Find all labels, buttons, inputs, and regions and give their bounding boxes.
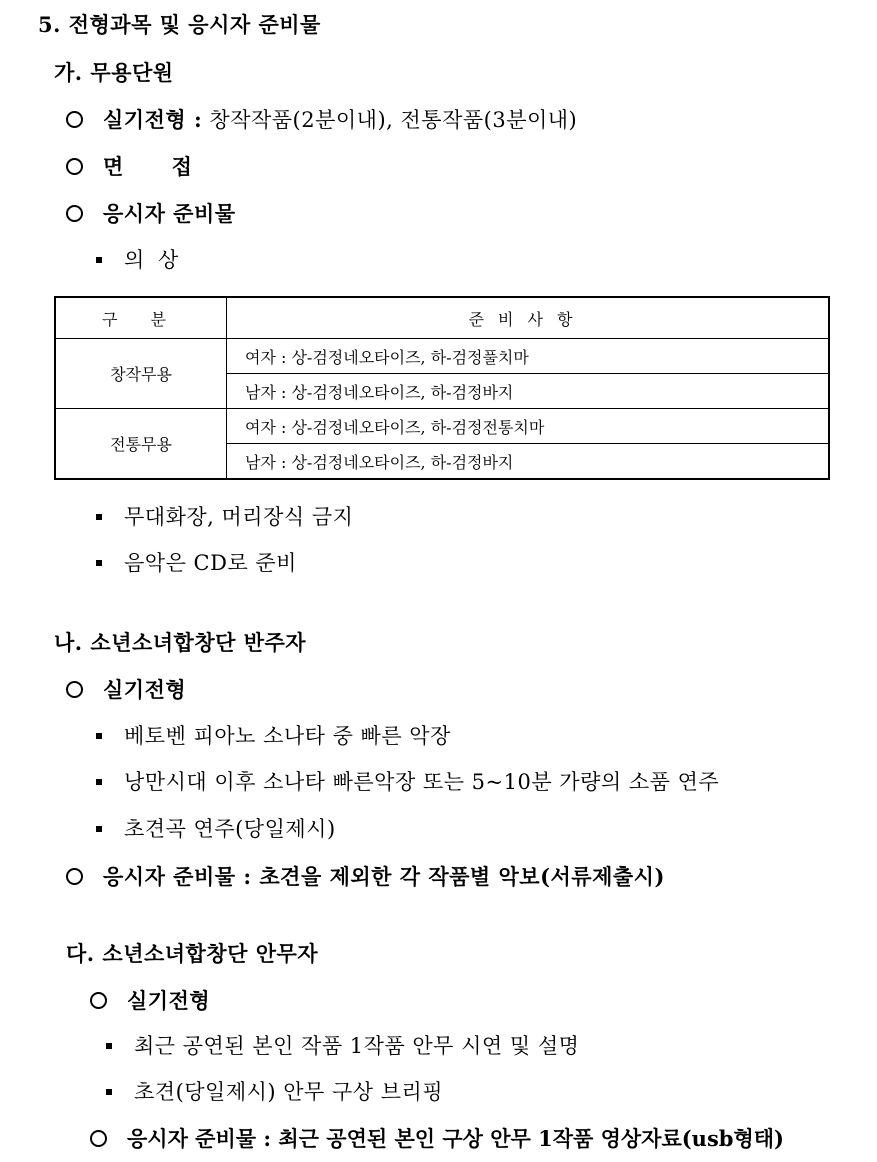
square-bullet-icon	[106, 1089, 112, 1095]
note-text: 무대화장, 머리장식 금지	[124, 505, 354, 529]
note-text: 음악은 CD로 준비	[124, 551, 297, 575]
table-item: 남자 : 상-검정네오타이즈, 하-검정바지	[227, 444, 830, 480]
circle-bullet-icon	[66, 111, 83, 128]
choreographer-heading: 다. 소년소녀합창단 안무자	[66, 941, 319, 966]
dance-note	[96, 507, 353, 528]
table-item: 여자 : 상-검정네오타이즈, 하-검정풀치마	[227, 339, 830, 374]
circle-bullet-icon	[66, 681, 83, 698]
item-text: 최근 공연된 본인 작품 1작품 안무 시연 및 설명	[134, 1034, 580, 1058]
choreographer-item	[106, 1036, 579, 1057]
table-header-requirements: 준비사항	[227, 297, 830, 339]
square-bullet-icon	[106, 1043, 112, 1049]
dance-interview	[66, 156, 192, 177]
square-bullet-icon	[96, 826, 102, 832]
square-bullet-icon	[96, 514, 102, 520]
dance-costume	[96, 250, 179, 271]
square-bullet-icon	[96, 779, 102, 785]
circle-bullet-icon	[66, 868, 83, 885]
square-bullet-icon	[96, 257, 102, 263]
practical-text: 창작작품(2분이내), 전통작품(3분이내)	[209, 108, 578, 132]
costume-table	[54, 296, 830, 480]
accompanist-item	[96, 819, 336, 840]
table-row	[55, 339, 829, 374]
practical-label: 실기전형	[103, 677, 187, 702]
practical-label: 실기전형	[127, 988, 211, 1013]
interview-label: 면 접	[103, 154, 193, 179]
circle-bullet-icon	[90, 1130, 107, 1147]
item-text: 낭만시대 이후 소나타 빠른악장 또는 5~10분 가량의 소품 연주	[124, 770, 720, 794]
table-item: 남자 : 상-검정네오타이즈, 하-검정바지	[227, 374, 830, 409]
item-text: 베토벤 피아노 소나타 중 빠른 악장	[124, 724, 451, 748]
item-text: 초견곡 연주(당일제시)	[124, 817, 336, 841]
costume-label: 의 상	[124, 248, 179, 272]
prep-text: 응시자 준비물 : 초견을 제외한 각 작품별 악보(서류제출시)	[103, 864, 665, 889]
square-bullet-icon	[96, 560, 102, 566]
accompanist-item	[96, 726, 451, 747]
circle-bullet-icon	[90, 992, 107, 1009]
circle-bullet-icon	[66, 205, 83, 222]
dance-heading: 가. 무용단원	[54, 60, 174, 85]
section-title: 5. 전형과목 및 응시자 준비물	[38, 12, 321, 37]
table-category: 전통무용	[55, 409, 227, 480]
table-category: 창작무용	[55, 339, 227, 409]
table-header-category: 구 분	[55, 297, 227, 339]
table-row	[55, 409, 829, 444]
choreographer-prep	[90, 1128, 784, 1149]
prep-label: 응시자 준비물	[103, 201, 236, 226]
dance-note	[96, 553, 297, 574]
accompanist-practical	[66, 679, 186, 700]
square-bullet-icon	[96, 733, 102, 739]
accompanist-prep	[66, 866, 665, 887]
dance-practical	[66, 109, 577, 131]
circle-bullet-icon	[66, 158, 83, 175]
accompanist-heading: 나. 소년소녀합창단 반주자	[54, 630, 307, 655]
item-text: 초견(당일제시) 안무 구상 브리핑	[134, 1080, 444, 1104]
table-header-row	[55, 297, 829, 339]
practical-label: 실기전형 :	[103, 107, 203, 132]
prep-text: 응시자 준비물 : 최근 공연된 본인 구상 안무 1작품 영상자료(usb형태)	[127, 1126, 784, 1151]
dance-prep	[66, 203, 236, 224]
table-item: 여자 : 상-검정네오타이즈, 하-검정전통치마	[227, 409, 830, 444]
choreographer-practical	[90, 990, 210, 1011]
accompanist-item	[96, 772, 719, 793]
choreographer-item	[106, 1082, 443, 1103]
